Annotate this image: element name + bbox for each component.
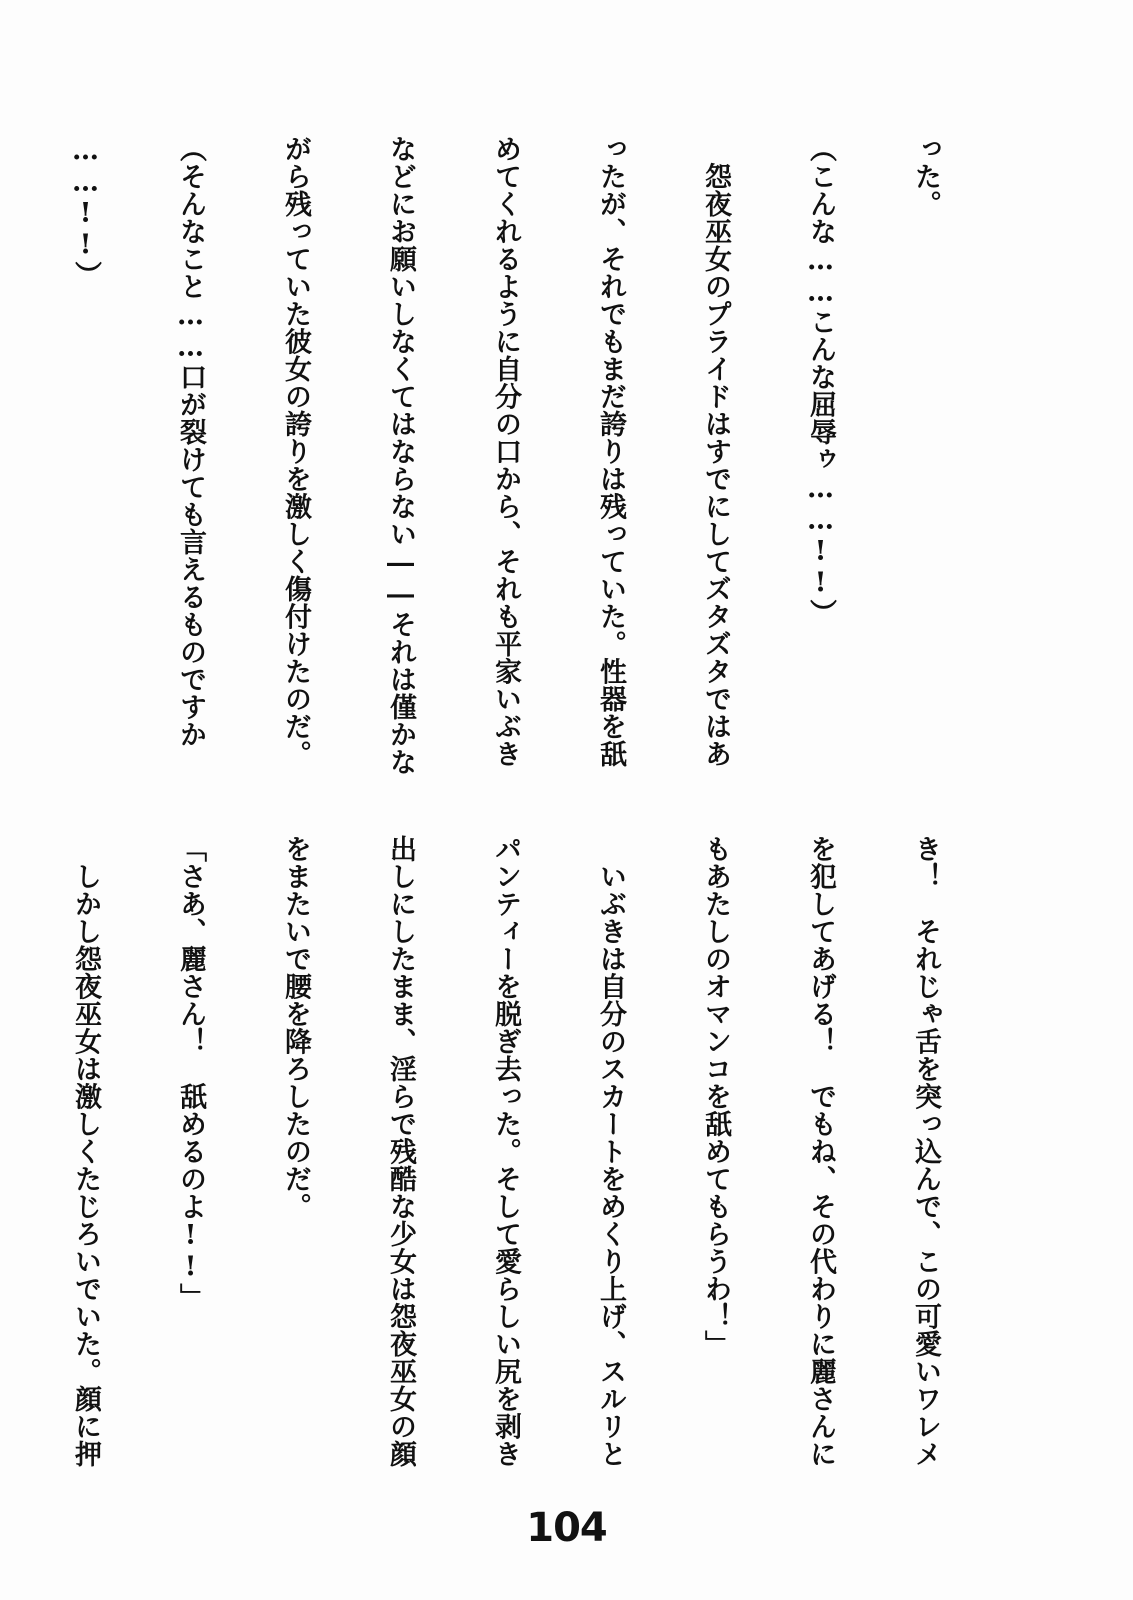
text-line: もあたしのオマンコを舐めてもらうわ！」 — [700, 835, 731, 1358]
text-line: しかし怨夜巫女は激しくたじろいでいた。顔に押 — [70, 835, 101, 1468]
text-line: をまたいで腰を降ろしたのだ。 — [280, 835, 311, 1220]
text-line: （こんな……こんな屈辱ゥ……!!） — [805, 135, 836, 627]
page-number: 104 — [526, 1505, 607, 1551]
text-line: めてくれるように自分の口から、それも平家いぶき — [490, 135, 521, 768]
text-line: ……!!） — [70, 135, 101, 289]
text-line: った。 — [910, 135, 941, 218]
text-line: 出しにしたまま、淫らで残酷な少女は怨夜巫女の顔 — [385, 835, 416, 1468]
text-line: ったが、それでもまだ誇りは残っていた。性器を舐 — [595, 135, 626, 768]
text-line: 怨夜巫女のプライドはすでにしてズタズタではあ — [700, 135, 731, 768]
text-line: を犯してあげる！ でもね、その代わりに麗さんに — [805, 835, 836, 1468]
text-line: パンティーを脱ぎ去った。そして愛らしい尻を剥き — [490, 835, 521, 1468]
text-column-bottom — [70, 835, 1013, 1475]
text-line: などにお願いしなくてはならない――それは僅かな — [385, 135, 416, 776]
text-line: 「さあ、麗さん！ 舐めるのよ!!」 — [175, 835, 206, 1311]
text-line: き！ それじゃ舌を突っ込んで、この可愛いワレメ — [910, 835, 941, 1468]
text-line: （そんなこと……口が裂けても言えるものですか — [175, 135, 206, 748]
text-column-top — [70, 135, 1013, 776]
text-line: がら残っていた彼女の誇りを激しく傷付けたのだ。 — [280, 135, 311, 768]
text-line: いぶきは自分のスカートをめくり上げ、スルリと — [595, 835, 626, 1468]
